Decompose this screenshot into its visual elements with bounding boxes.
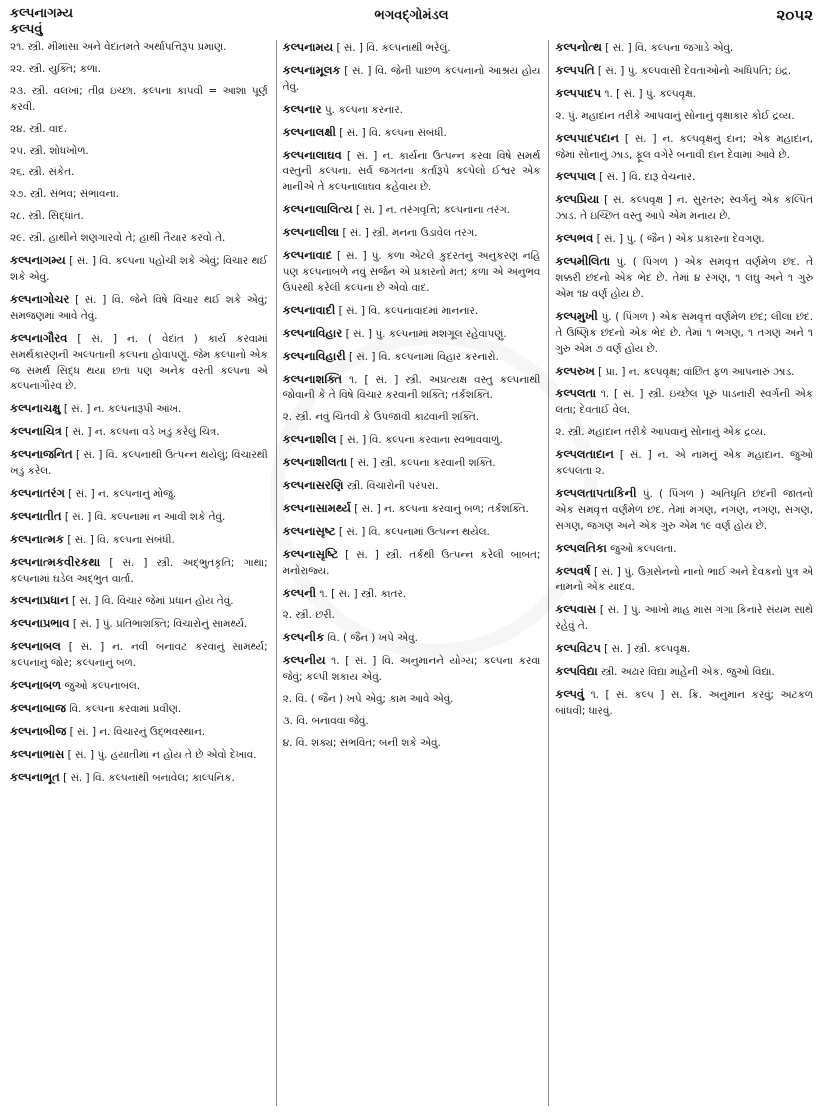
entry-definition: [ સં. ] સ્ત્રી. મનના ઉડાવેલ તરંગ.: [342, 227, 478, 240]
entry-headword: કલ્પનાલીલા: [282, 225, 340, 240]
entry-definition: વિ. કલ્પના કરવામાં પ્રવીણ.: [69, 703, 182, 715]
entry-definition: [ સં. ] વિ. જેને વિષે વિચાર થઈ શકે એવું; સમજણમાં આવે તેવું.: [10, 293, 268, 322]
entry-headword: કલ્પનાવિહારી: [282, 348, 346, 363]
dictionary-entry: [10, 144, 268, 160]
dictionary-entry: [283, 608, 541, 624]
dictionary-entry: [283, 410, 541, 426]
dictionary-entry: [10, 747, 268, 764]
dictionary-entry: [10, 770, 268, 787]
entry-definition: ૨૨. સ્ત્રી. યુક્તિ; કળા.: [10, 62, 102, 75]
dictionary-entry: [555, 86, 813, 103]
entry-definition: પું. ( પિંગળ ) એક સમવૃત્ત વર્ણમેળ છંદ; લીલા છંદ. તે ઉષ્ણિક છંદનો એક ભેદ છે. તેમાં ૧ ભગણ, ૧ તગણ અને ૧ ગુરુ એમ ૭ વર્ણ હોય છે.: [555, 310, 813, 355]
entry-headword: કલ્પવિદ્યા: [555, 664, 598, 679]
entry-definition: [ સં. ] ન. કલ્પનાનું મોજું.: [68, 487, 177, 500]
dictionary-entry: [10, 678, 268, 695]
entry-definition: ૧. [ સં. ] સ્ત્રી. ઇચ્છેલ પૂરું પાડનારી સ્વર્ગની એક લતા; દેવતાઈ વેલ.: [555, 388, 813, 417]
entry-headword: કલ્પનાગૌરવ: [10, 330, 68, 345]
entry-definition: [ સં. ] વિ. કલ્પનામાં વિહાર કરનારો.: [348, 350, 499, 363]
dictionary-entry: [283, 653, 541, 686]
dictionary-entry: [555, 602, 813, 635]
entry-definition: ૨૪. સ્ત્રી. વાદ.: [10, 122, 68, 135]
entry-definition: [ સં. ] પું. ( જૈન ) એક પ્રકારના દેવગણ.: [596, 233, 765, 246]
entry-definition: [ સં. ] વિ. કલ્પના સંબંધી.: [67, 533, 175, 546]
entry-headword: કલ્પનાભૂત: [10, 769, 60, 784]
entry-headword: કલ્પનામય: [282, 40, 334, 54]
dictionary-entry: [10, 639, 268, 672]
entry-headword: કલ્પનાભાસ: [10, 746, 65, 761]
entry-definition: [ સં. ] પું. કલ્પનામાં મશગૂલ રહેવાપણું.: [345, 327, 507, 340]
page-title: ભગવદ્ગોમંડલ: [374, 8, 449, 23]
entry-headword: કલ્પનાશીલ: [282, 432, 337, 447]
dictionary-entry: [10, 701, 268, 718]
dictionary-entry: [283, 630, 541, 647]
entry-definition: [ સં. ] વિ. વિચાર જેમાં પ્રધાન હોય તેવું.: [72, 595, 234, 608]
dictionary-entry: [283, 248, 541, 297]
entry-headword: કલ્પલતાદાન: [555, 447, 614, 462]
guide-word-top: કલ્પનાગમ્ય: [10, 6, 73, 21]
entry-headword: કલ્પનાગોચર: [10, 291, 70, 306]
dictionary-entry: [555, 40, 813, 57]
entry-headword: કલ્પનાલાલિત્ય: [282, 202, 353, 217]
dictionary-entry: [10, 231, 268, 247]
entry-headword: કલ્પનાવિહાર: [282, 325, 343, 340]
entry-definition: ૨૮. સ્ત્રી. સિદ્ધાંત.: [10, 210, 84, 223]
dictionary-entry: [283, 478, 541, 495]
entry-headword: કલ્પનામૂલક: [282, 62, 341, 77]
entry-definition: [ સં. ] પું. કલ્પવાસી દેવતાઓનો અધિપતિ; ઇંદ્ર.: [597, 64, 792, 77]
entry-definition: વિ. ( જૈન ) ખપે એવું.: [327, 632, 418, 645]
entry-headword: કલ્પનાસૃષ્ટ: [282, 523, 336, 538]
entry-definition: [ સં. ] ન. ( વેદાંત ) કાર્ય કરવામાં સમર્થકારણની અલ્પતાની કલ્પના હોવાપણું. જેમ કલ્પાનો એક જ સમર્થ સિદ્ધ થયા છતાં પણ અનેક વરતી કલ્પના એ કલ્પનાગૌરવ છે.: [10, 332, 268, 393]
entry-headword: કલ્પનાસામર્થ્ય: [282, 500, 351, 515]
entry-headword: કલ્પરુખ: [555, 363, 595, 378]
dictionary-entry: [283, 102, 541, 119]
entry-headword: કલ્પનાસૃષ્ટિ: [282, 546, 339, 561]
entry-definition: [ સં. ] વિ. કલ્પનામાં ઉત્પન્ન થયેલ.: [338, 525, 490, 538]
entry-definition: [ સં. ] ન. વિચારનું ઉદ્ભવસ્થાન.: [69, 725, 206, 738]
dictionary-entry: [555, 131, 813, 164]
dictionary-entry: [555, 425, 813, 441]
dictionary-entry: [283, 455, 541, 472]
dictionary-entry: [10, 62, 268, 78]
entry-headword: કલ્પનાતીત: [10, 508, 62, 523]
entry-definition: [ સં. ] ન. કલ્પનારૂપી આંખ.: [63, 403, 182, 416]
dictionary-entry: [10, 84, 268, 116]
guide-word-bottom: કલ્પવું: [10, 22, 43, 37]
entry-definition: [ સં. ] ન. તરંગવૃત્તિ; કલ્પનાના તરંગ.: [355, 204, 510, 217]
dictionary-entry: [555, 192, 813, 225]
entry-definition: ૧. [ સં. ] પું. કલ્પવૃક્ષ.: [604, 87, 696, 100]
entry-headword: કલ્પનાચિત્ર: [10, 424, 62, 439]
dictionary-entry: [10, 165, 268, 181]
entry-headword: કલ્પનાવાદ: [282, 248, 333, 263]
dictionary-entry: [10, 593, 268, 610]
dictionary-entry: [555, 664, 813, 681]
entry-definition: ૨૯. સ્ત્રી. હાથીને શણગારવો તે; હાથી તૈયાર કરવો તે.: [10, 232, 226, 245]
entry-definition: [ સં. ] પું. ઉગ્રસેનનો નાનો ભાઈ અને દેવકનો પુત્ર એ નામનો એક યાદવ.: [555, 565, 813, 594]
dictionary-entry: [283, 125, 541, 142]
dictionary-entry: [283, 349, 541, 366]
entry-definition: ૨. વિ. ( જૈન ) ખપે એવું; કામ આવે એવું.: [282, 693, 454, 706]
page-number: ૨૦૫૨: [776, 6, 813, 24]
dictionary-entry: [283, 63, 541, 96]
entry-headword: કલ્પનોત્થ: [555, 40, 602, 54]
dictionary-entry: [10, 509, 268, 526]
entry-definition: ૨૫. સ્ત્રી. શોધખોળ.: [10, 144, 89, 157]
entry-headword: કલ્પવું: [555, 687, 585, 701]
entry-definition: [ સં. ] વિ. કલ્પનાવાદમાં માનનાર.: [338, 304, 479, 317]
dictionary-entry: [555, 309, 813, 358]
dictionary-entry: [555, 564, 813, 597]
entry-definition: [ સં. ] ન. કાર્યના ઉત્પન્ન કરવા વિષે સમર્થ વસ્તુની કલ્પના. સર્વ જગતના કર્તારૂપે કલ્પેલો ઈશ્વર એક માનીએ તે કલ્પનાલાઘવ કહેવાય છે.: [282, 149, 541, 194]
dictionary-entry: [10, 292, 268, 325]
entry-definition: [ સં. ] વિ. કલ્પના પહોંચી શકે એવું; વિચાર થઈ શકે એવું.: [10, 255, 268, 283]
dictionary-entry: [10, 122, 268, 138]
entry-headword: કલ્પનાત્મકવીરકથા: [10, 554, 101, 569]
entry-headword: કલ્પનાબળ: [10, 678, 62, 693]
entry-definition: [ સં. ] પું. હયાતીમાં ન હોય તે છે એવો દેખાવ.: [67, 748, 257, 761]
entry-definition: [ સં. ] પું. આખો માહ માસ ગંગા કિનારે સંયમ સાથે રહેવું તે.: [555, 604, 813, 633]
entry-definition: પું. ( પિંગળ ) અતિધૃતિ છંદની જાતનો એક સમવૃત્ત વર્ણમેળ છંદ. તેમાં મગણ, નગણ, નગણ, સગણ, સગણ, જગણ અને એક ગુરુ એમ ૧૯ વર્ણ હોય છે.: [555, 487, 813, 532]
dictionary-entry: [555, 641, 813, 658]
entry-definition: [ સં. ] ન. કલ્પવૃક્ષનું દાન; એક મહાદાન, જેમાં સોનાનું ઝાડ, ફૂલ વગેરે બનાવી દાન દેવામાં આવે છે.: [555, 132, 813, 161]
dictionary-entry: [555, 231, 813, 248]
entry-definition: [ સં. ] ન. કલ્પના વડે ખડું કરેલું ચિત્ર.: [65, 426, 220, 439]
entry-definition: ૧. [ સં. ] સ્ત્રી. કાતર.: [319, 587, 407, 600]
entry-definition: [ સં. ] પું. કળા એટલે કુદરતનું અનુકરણ નહિ પણ કલ્પનાબળે નવું સર્જન એ પ્રકારનો મત; કળા એ અનુભવ ઉપરથી કરેલી કલ્પના છે એવો વાદ.: [282, 250, 541, 294]
entry-definition: [ સં. ] સ્ત્રી. તર્કથી ઉત્પન્ન કરેલી બાબત; મનોરાજ્ય.: [282, 548, 541, 577]
dictionary-entry: [10, 40, 268, 56]
entry-headword: કલ્પનાપ્રભાવ: [10, 616, 70, 631]
entry-definition: [ સં. ] વિ. કલ્પનાથી ભરેલું.: [336, 42, 451, 54]
entry-headword: કલ્પવિટપ: [555, 641, 601, 656]
entry-definition: [ પ્રા. ] ન. કલ્પવૃક્ષ; વાંછિત ફળ આપનારું ઝાડ.: [598, 365, 795, 378]
entry-definition: સ્ત્રી. અઢાર વિદ્યા માંહેની એક. જુઓ વિદ્યા.: [600, 666, 775, 679]
entry-headword: કલ્પપાલ: [555, 169, 596, 184]
entry-headword: કલ્પપ્રિયા: [555, 192, 600, 207]
entry-headword: કલ્પનાચક્ષુ: [10, 401, 61, 416]
entry-definition: સ્ત્રી. વિચારોની પરંપરા.: [346, 480, 439, 493]
entry-definition: ૨. સ્ત્રી. નવું ચિંતવી કે ઉપજાવી કાઢવાની શક્તિ.: [282, 411, 480, 424]
entry-definition: ૨. સ્ત્રી. છરી.: [282, 609, 335, 622]
column-1: [10, 40, 268, 1106]
dictionary-entry: [10, 486, 268, 503]
entry-definition: [ સં. ] પું. પ્રતિભાશક્તિ; વિચારોનું સામર્થ્ય.: [72, 618, 248, 631]
column-3: [548, 40, 813, 1106]
dictionary-entry: [10, 532, 268, 549]
entry-headword: કલ્પનાત્મક: [10, 531, 64, 546]
entry-headword: કલ્પનાસરણિ: [282, 478, 344, 493]
dictionary-entry: [10, 724, 268, 741]
entry-definition: ૧. [ સં. ] સ્ત્રી. અપ્રત્યક્ષ વસ્તુ કલ્પનાથી જોવાની કે તે વિષે વિચાર કરવાની શક્તિ; તર્કશક્તિ.: [282, 373, 541, 402]
entry-headword: કલ્પપતિ: [555, 62, 595, 77]
entry-headword: કલ્પનીક: [282, 630, 325, 645]
dictionary-entry: [283, 432, 541, 449]
entry-definition: [ સં. ] ન. કલ્પના કરવાનું બળ; તર્કશક્તિ.: [354, 502, 529, 515]
entry-definition: [ સં. ] વિ. દારૂ વેચનાર.: [599, 171, 696, 184]
entry-definition: જુઓ કલ્પનાબલ.: [64, 680, 141, 693]
entry-definition: ૨૬. સ્ત્રી. સંકેત.: [10, 166, 75, 179]
dictionary-entry: [555, 63, 813, 80]
dictionary-entry: [283, 714, 541, 730]
entry-headword: કલ્પનાબાજ: [10, 701, 66, 715]
dictionary-entry: [283, 225, 541, 242]
dictionary-entry: [10, 331, 268, 396]
entry-headword: કલ્પનાપ્રધાન: [10, 593, 69, 608]
dictionary-entry: [283, 303, 541, 320]
entry-headword: કલ્પનાવાદી: [282, 302, 336, 317]
entry-definition: [ સં. ] વિ. કલ્પના કરવાના સ્વભાવવાળું.: [339, 434, 503, 447]
dictionary-entry: [283, 372, 541, 405]
dictionary-entry: [10, 401, 268, 418]
entry-definition: પું. ( પિંગળ ) એક સમવૃત્ત વર્ણમેળ છંદ. તે શક્કરી છંદનો એક ભેદ છે. તેમાં ૪ રગણ, ૧ લઘુ અને ૧ ગુરુ એમ ૧૪ વર્ણ હોય છે.: [555, 256, 813, 300]
entry-definition: ૨૭. સ્ત્રી. સંભવ; સંભાવના.: [10, 188, 120, 201]
entry-headword: કલ્પનાબલ: [10, 639, 61, 654]
entry-definition: ૩. વિ. બનાવવા જેવું.: [282, 715, 369, 727]
entry-definition: [ સં. ] વિ. કલ્પના સંબંધી.: [339, 126, 447, 139]
dictionary-entry: [283, 40, 541, 57]
dictionary-entry: [555, 687, 813, 720]
entry-headword: કલ્પમીલિતા: [555, 254, 611, 269]
entry-definition: પું. કલ્પના કરનાર.: [324, 103, 403, 116]
entry-definition: ૨. સ્ત્રી. મહાદાન તરીકે આપવાનું સોનાનું એક દ્રવ્ય.: [555, 426, 767, 439]
entry-definition: ૪. વિ. શક્ય; સંભવિત; બની શકે એવું.: [282, 736, 441, 749]
entry-headword: કલ્પપાદપદાન: [555, 130, 619, 145]
entry-headword: કલ્પનાતરંગ: [10, 485, 65, 500]
entry-headword: કલ્પલતા: [555, 386, 597, 401]
entry-definition: [ સં. ] ન. એ નામનું એક મહાદાન. જુઓ કલ્પલતા ૨.: [555, 449, 813, 478]
entry-headword: કલ્પનાલાઘવ: [282, 147, 342, 162]
entry-headword: કલ્પભવ: [555, 231, 594, 246]
entry-headword: કલ્પનીય: [282, 653, 326, 668]
entry-definition: ૧. [ સં. ] વિ. અનુમાનને યોગ્ય; કલ્પના કરવા જેવું; કલ્પી શકાય એવું.: [282, 655, 541, 684]
dictionary-entry: [10, 555, 268, 588]
entry-headword: કલ્પમુખી: [555, 308, 598, 323]
dictionary-entry: [283, 148, 541, 197]
dictionary-entry: [283, 326, 541, 343]
dictionary-entry: [10, 616, 268, 633]
dictionary-entry: [10, 209, 268, 225]
page-header: [10, 6, 813, 40]
column-2: [276, 40, 541, 1106]
dictionary-entry: [555, 169, 813, 186]
dictionary-entry: [555, 254, 813, 303]
dictionary-entry: [283, 586, 541, 603]
dictionary-entry: [555, 109, 813, 125]
dictionary-entry: [283, 547, 541, 580]
dictionary-entry: [283, 202, 541, 219]
dictionary-entry: [555, 386, 813, 419]
entry-definition: [ સં. ] ન. નવી બનાવટ કરવાનું સામર્થ્ય; કલ્પનાનું જોર; કલ્પનાનું બળ.: [10, 641, 268, 670]
entry-definition: જુઓ કલ્પલતા.: [610, 542, 677, 555]
entry-definition: [ સં. ] સ્ત્રી. કલ્પના કરવાની શક્તિ.: [350, 457, 496, 470]
entry-headword: કલ્પનાશીલતા: [282, 455, 347, 470]
entry-definition: [ સં. ] વિ. કલ્પનાથી બનાવેલ; કાલ્પનિક.: [63, 771, 235, 784]
dictionary-entry: [10, 424, 268, 441]
entry-columns: [10, 40, 813, 1106]
dictionary-entry: [283, 524, 541, 541]
dictionary-entry: [555, 486, 813, 535]
entry-definition: [ સં. ] વિ. કલ્પના જગાડે એવું.: [605, 42, 734, 54]
entry-definition: [ સં. ] સ્ત્રી. અદ્ભુતકૃતિ; ગાથા; કલ્પનામાં ઘડેલ અદ્ભુત વાર્તા.: [10, 556, 268, 585]
dictionary-entry: [10, 187, 268, 203]
entry-headword: કલ્પનાગમ્ય: [10, 253, 66, 268]
entry-headword: કલ્પલતાપતાકિની: [555, 485, 637, 500]
entry-definition: ૨૩. સ્ત્રી. વલખાં; તીવ્ર ઇચ્છા. કલ્પના કાપવી = આશા પૂર્ણ કરવી.: [10, 84, 268, 113]
dictionary-entry: [555, 541, 813, 558]
entry-headword: કલ્પની: [282, 585, 317, 600]
entry-headword: કલ્પનાજનિત: [10, 447, 73, 462]
entry-definition: [ સં. ] વિ. કલ્પનામાં ન આવી શકે તેવું.: [64, 510, 226, 523]
dictionary-entry: [10, 253, 268, 286]
entry-definition: [ સં. કલ્પવૃક્ષ ] ન. સુરતરુ; સ્વર્ગનું એક કલ્પિત ઝાડ. તે ઇચ્છિત વસ્તુ આપે એમ મનાય છે.: [555, 194, 813, 223]
entry-headword: કલ્પપાદપ: [555, 85, 602, 100]
dictionary-entry: [283, 736, 541, 752]
dictionary-entry: [10, 447, 268, 480]
entry-definition: [ સં. ] સ્ત્રી. કલ્પવૃક્ષ.: [604, 643, 691, 656]
dictionary-entry: [555, 364, 813, 381]
entry-definition: ૨. પું. મહાદાન તરીકે આપવાનું સોનાનું વૃક્ષાકાર કોઈ દ્રવ્ય.: [555, 109, 795, 122]
dictionary-entry: [283, 692, 541, 708]
entry-headword: કલ્પલતિકા: [555, 540, 607, 555]
dictionary-entry: [283, 501, 541, 518]
entry-headword: કલ્પવર્ષ: [555, 563, 591, 578]
dictionary-entry: [555, 447, 813, 480]
entry-headword: કલ્પનાલક્ષી: [282, 124, 336, 139]
entry-headword: કલ્પનાર: [282, 101, 322, 116]
entry-headword: કલ્પનાશક્તિ: [282, 371, 342, 386]
entry-definition: ૨૧. સ્ત્રી. મીમાંસા અને વેદાંતમતે અર્થાપત્તિરૂપ પ્રમાણ.: [10, 41, 227, 53]
entry-headword: કલ્પનાબીજ: [10, 723, 67, 738]
entry-headword: કલ્પવાસ: [555, 602, 597, 617]
entry-definition: [ સં. ] વિ. જેની પાછળ કલ્પનાનો આશ્રય હોય તેવું.: [282, 64, 541, 93]
entry-definition: ૧. [ સં. કલ્પ ] સ. ક્રિ. અનુમાન કરવું; અટકળ બાંધવી; ધારવું.: [555, 689, 813, 717]
entry-definition: [ સં. ] વિ. કલ્પનાથી ઉત્પન્ન થયેલું; વિચારથી ખડું કરેલ.: [10, 449, 268, 478]
